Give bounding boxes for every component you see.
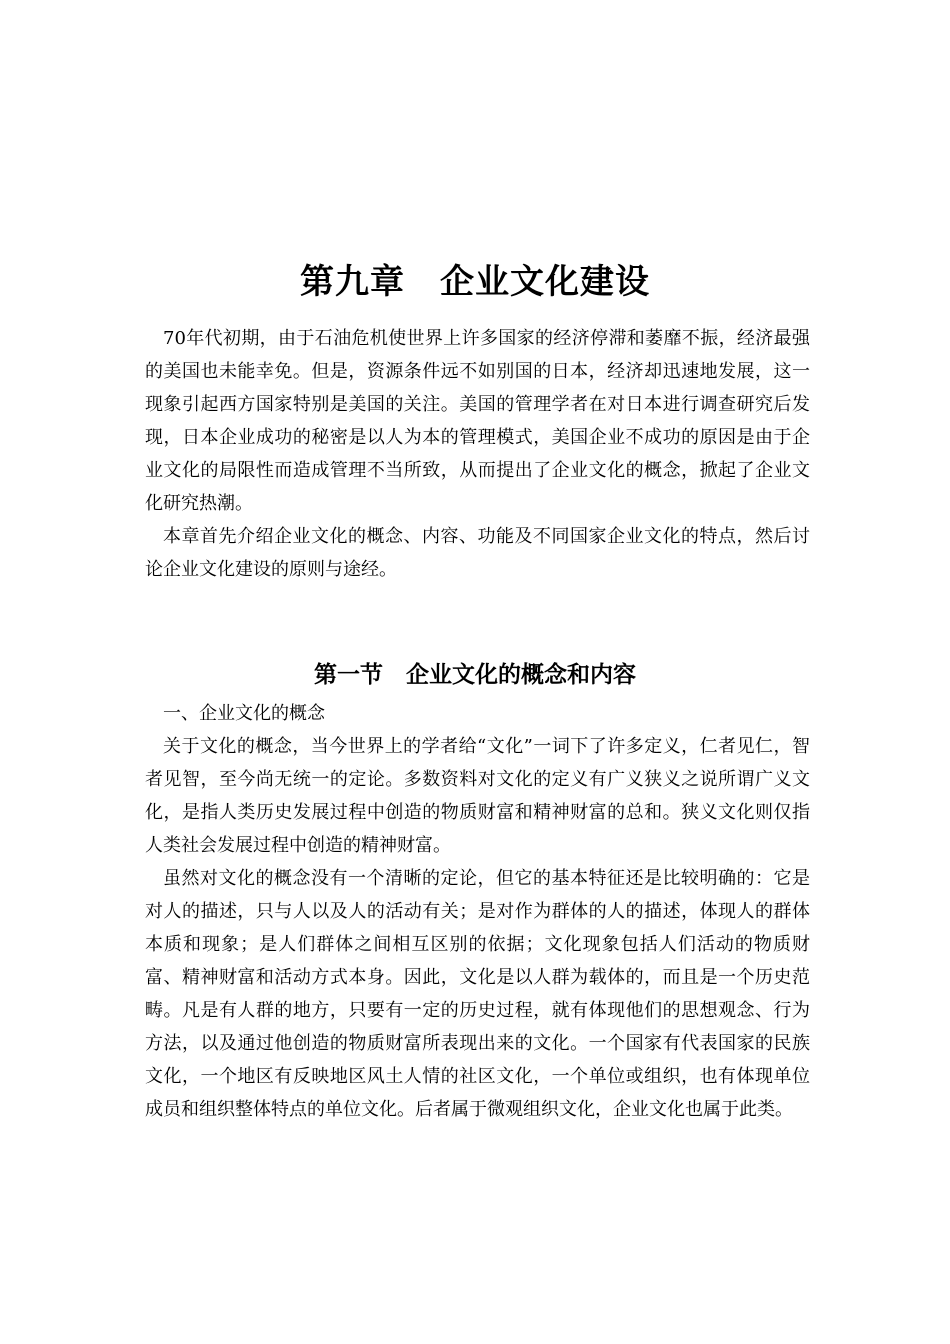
intro-paragraph-2: 本章首先介绍企业文化的概念、内容、功能及不同国家企业文化的特点，然后讨论企业文化建设的原则与途经。 (145, 526, 810, 580)
intro-paragraph-1: 70年代初期，由于石油危机使世界上许多国家的经济停滞和萎靡不振，经济最强的美国也未能幸免。但是，资源条件远不如别国的日本，经济却迅速地发展，这一现象引起西方国家特别是美国的关注。美国的管理学者在对日本进行调查研究后发现，日本企业成功的秘密是以人为本的管理模式，美国企业不成功的原因是由于企业文化的局限性而造成管理不当所致，从而提出了企业文化的概念，掀起了企业文化研究热潮。 (145, 328, 810, 514)
section-paragraph-2: 虽然对文化的概念没有一个清晰的定论，但它的基本特征还是比较明确的：它是对人的描述，只与人以及人的活动有关；是对作为群体的人的描述，体现人的群体本质和现象；是人们群体之间相互区别的依据；文化现象包括人们活动的物质财富、精神财富和活动方式本身。因此，文化是以人群为载体的，而且是一个历史范畴。凡是有人群的地方，只要有一定的历史过程，就有体现他们的思想观念、行为方法，以及通过他创造的物质财富所表现出来的文化。一个国家有代表国家的民族文化，一个地区有反映地区风土人情的社区文化，一个单位或组织，也有体现单位成员和组织整体特点的单位文化。后者属于微观组织文化，企业文化也属于此类。 (145, 868, 810, 1120)
section-paragraph-1: 关于文化的概念，当今世界上的学者给“文化”一词下了许多定义，仁者见仁，智者见智，至今尚无统一的定论。多数资料对文化的定义有广义狭义之说所谓广义文化，是指人类历史发展过程中创造的物质财富和精神财富的总和。狭义文化则仅指人类社会发展过程中创造的精神财富。 (145, 736, 810, 856)
section-subheading: 一、企业文化的概念 (163, 703, 325, 724)
intro-text-block (145, 322, 810, 586)
section-text-block (145, 697, 810, 1126)
section-title: 第一节 企业文化的概念和内容 (314, 661, 636, 689)
chapter-title: 第九章 企业文化建设 (300, 261, 650, 302)
